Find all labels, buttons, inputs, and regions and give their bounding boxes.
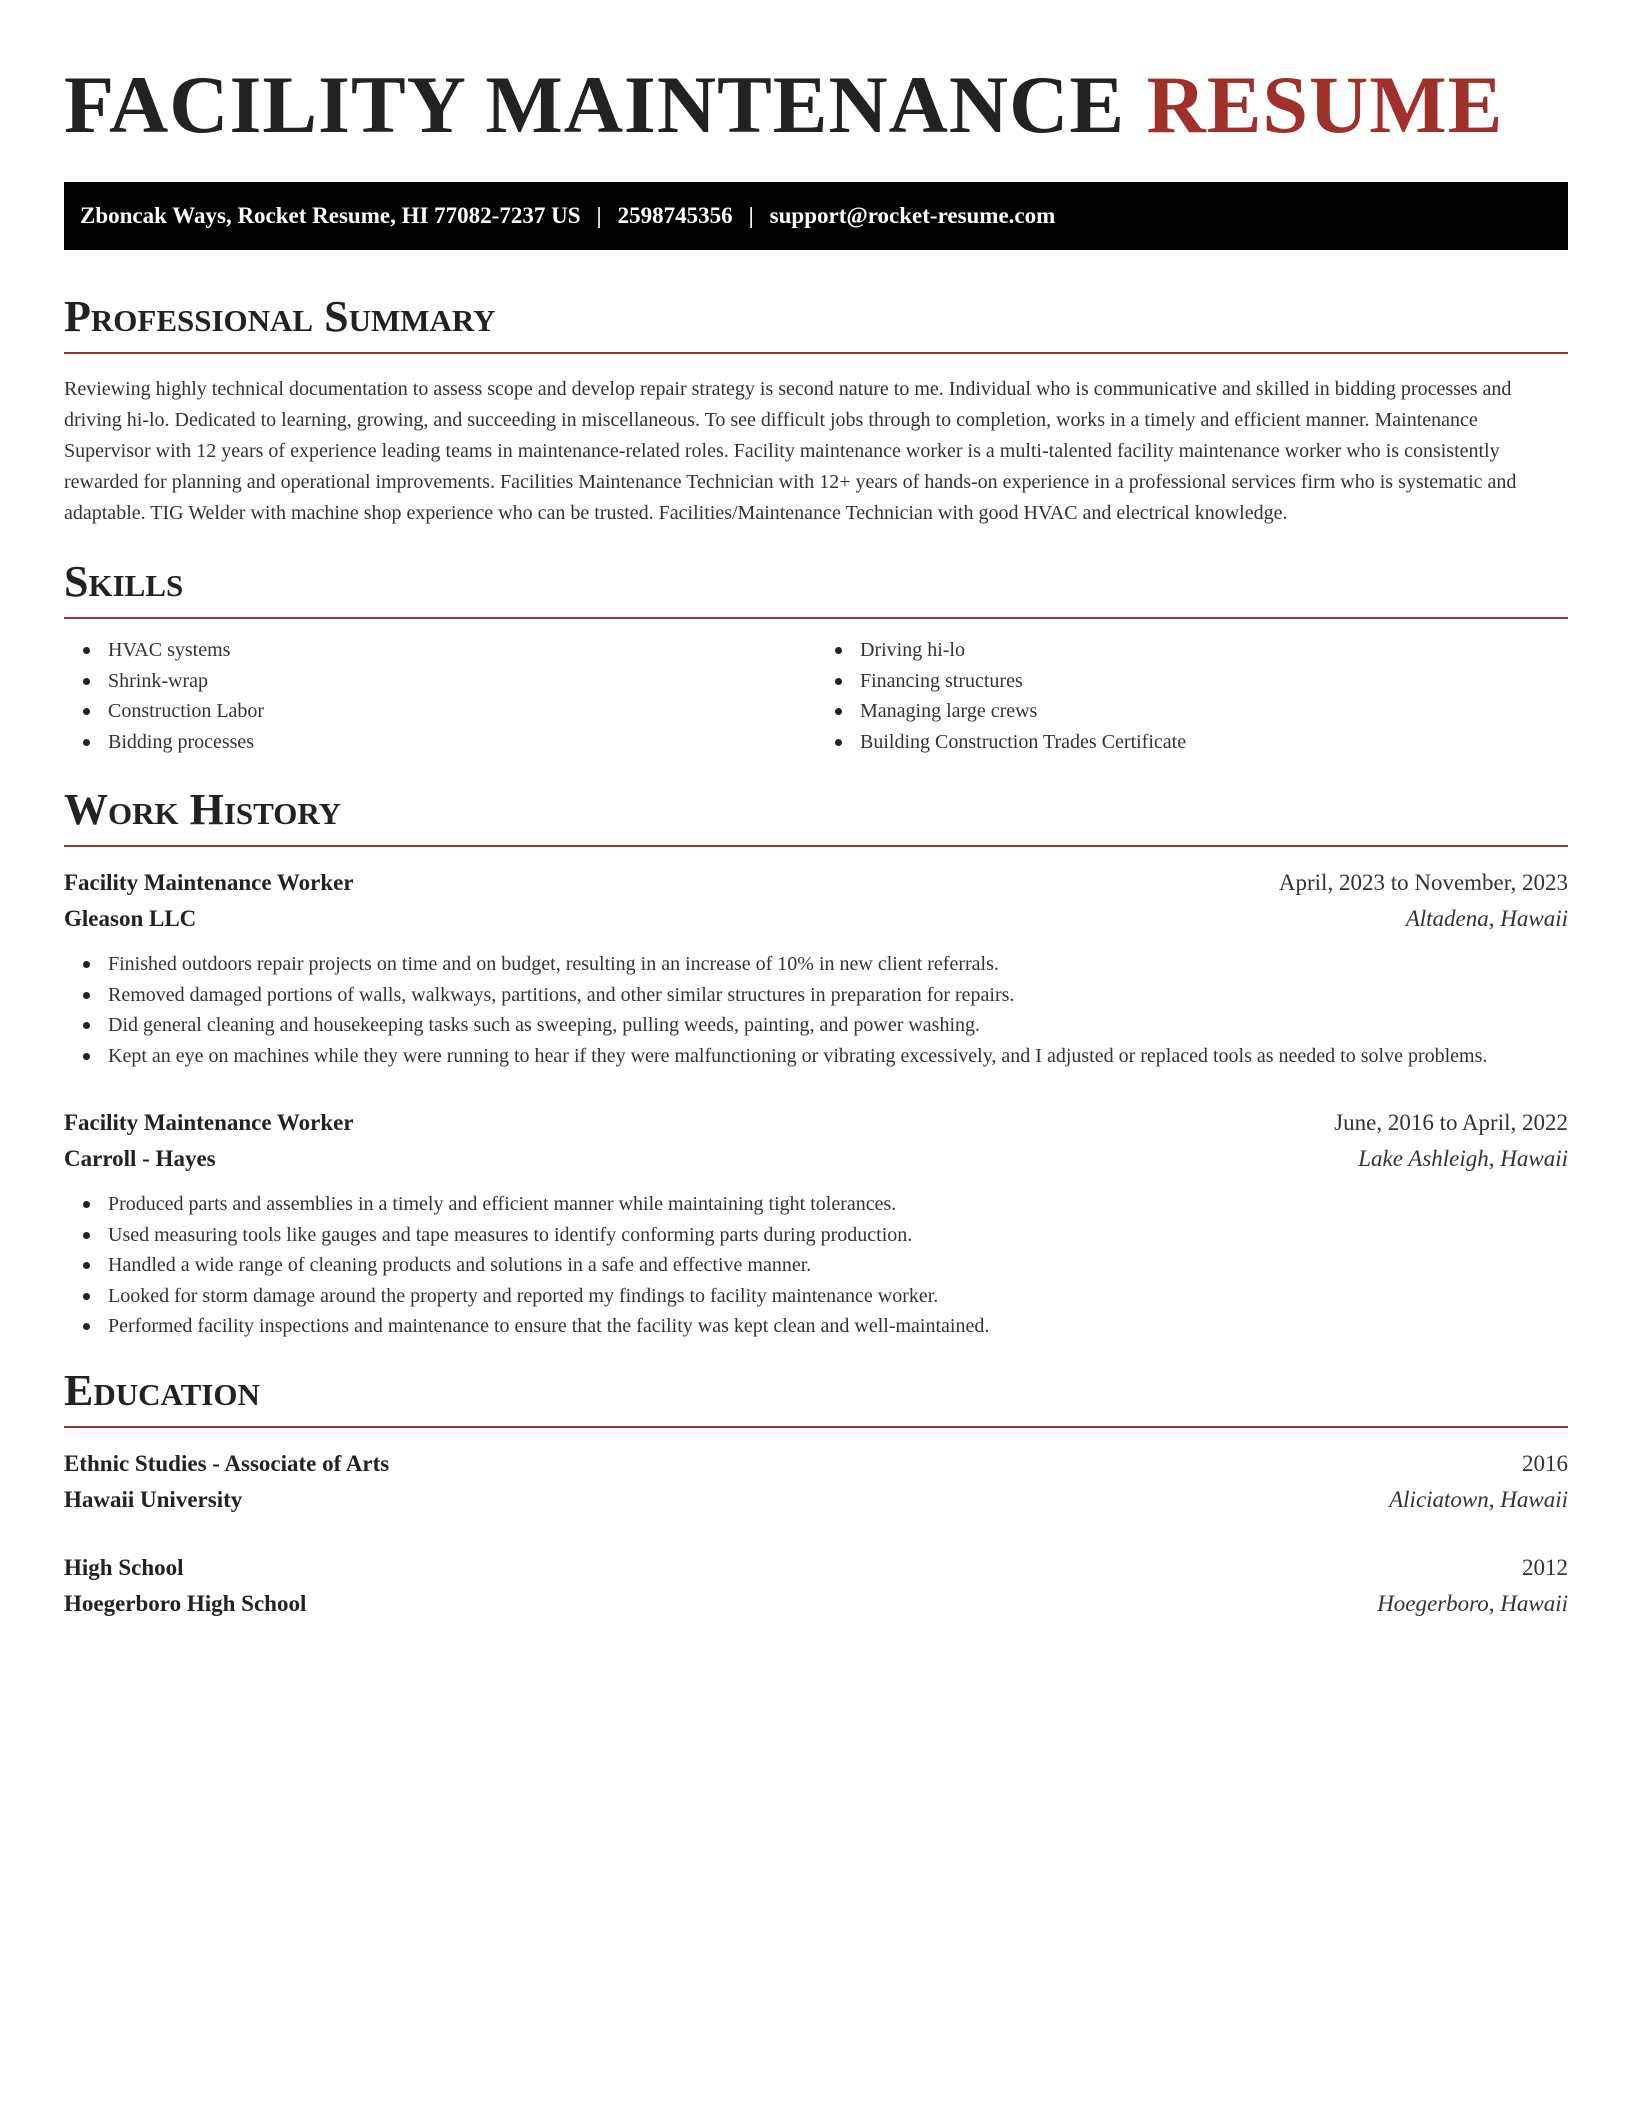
job-location: Altadena, Hawaii (1405, 906, 1568, 931)
job-bullet: Looked for storm damage around the property and reported my findings to facility maintenance worker. (64, 1281, 1568, 1312)
education-school-row (64, 1586, 1568, 1622)
skills-column-left (64, 635, 816, 757)
job-company-row (64, 1141, 1568, 1177)
skills-grid (64, 635, 1568, 757)
education-school: Hoegerboro High School (64, 1590, 307, 1616)
education-entry (64, 1550, 1568, 1622)
job-bullet: Handled a wide range of cleaning products and solutions in a safe and effective manner. (64, 1250, 1568, 1281)
job-dates: June, 2016 to April, 2022 (1334, 1110, 1568, 1135)
education-year: 2012 (1522, 1554, 1568, 1580)
skill-item: Shrink-wrap (64, 666, 816, 697)
skill-item: Building Construction Trades Certificate (816, 727, 1568, 758)
contact-email: support@rocket-resume.com (769, 203, 1056, 228)
job-bullet: Produced parts and assemblies in a timely and efficient manner while maintaining tight tolerances. (64, 1189, 1568, 1220)
title-accent: RESUME (1146, 59, 1504, 150)
job-bullet: Did general cleaning and housekeeping tasks such as sweeping, pulling weeds, painting, and power washing. (64, 1010, 1568, 1041)
job-entry (64, 1105, 1568, 1342)
education-degree: High School (64, 1554, 184, 1580)
job-location: Lake Ashleigh, Hawaii (1358, 1146, 1568, 1171)
contact-phone: 2598745356 (617, 203, 733, 228)
job-bullet: Removed damaged portions of walls, walkways, partitions, and other similar structures in preparation for repairs. (64, 980, 1568, 1011)
job-bullet: Used measuring tools like gauges and tape measures to identify conforming parts during production. (64, 1220, 1568, 1251)
education-degree-row (64, 1446, 1568, 1482)
job-bullets (64, 1189, 1568, 1342)
contact-separator: | (596, 203, 602, 228)
contact-bar (64, 182, 1568, 250)
skills-column-right (816, 635, 1568, 757)
skills-heading: Skills (64, 555, 1568, 619)
education-year: 2016 (1522, 1450, 1568, 1476)
summary-heading: Professional Summary (64, 290, 1568, 354)
job-title: Facility Maintenance Worker (64, 1110, 354, 1135)
job-header-row (64, 1105, 1568, 1141)
job-company: Carroll - Hayes (64, 1146, 216, 1171)
job-bullets (64, 949, 1568, 1071)
job-header-row (64, 865, 1568, 901)
skill-item: Driving hi-lo (816, 635, 1568, 666)
job-company: Gleason LLC (64, 906, 197, 931)
summary-text: Reviewing highly technical documentation to assess scope and develop repair strategy is second nature to me. Individual who is communicative and skilled in bidding processes and driving hi-lo. Dedicated to learning, growing, and succeeding in miscellaneous. To see difficult jobs through to completion, works in a timely and efficient manner. Maintenance Supervisor with 12 years of experience leading teams in maintenance-related roles. Facility maintenance worker is a multi-talented facility maintenance worker who is consistently rewarded for planning and operational improvements. Facilities Maintenance Technician with 12+ years of hands-on experience in a professional services firm who is systematic and adaptable. TIG Welder with machine shop experience who can be trusted. Facilities/Maintenance Technician with good HVAC and electrical knowledge. (64, 378, 1517, 524)
skill-item: Construction Labor (64, 696, 816, 727)
skill-item: Managing large crews (816, 696, 1568, 727)
education-school: Hawaii University (64, 1486, 243, 1512)
job-entry (64, 865, 1568, 1071)
work-history-heading: Work History (64, 783, 1568, 847)
skill-item: Financing structures (816, 666, 1568, 697)
job-company-row (64, 901, 1568, 937)
education-entry (64, 1446, 1568, 1518)
skill-item: Bidding processes (64, 727, 816, 758)
job-bullet: Finished outdoors repair projects on time and on budget, resulting in an increase of 10% in new client referrals. (64, 949, 1568, 980)
education-degree-row (64, 1550, 1568, 1586)
job-bullet: Kept an eye on machines while they were running to hear if they were malfunctioning or vibrating excessively, and I adjusted or replaced tools as needed to solve problems. (64, 1041, 1568, 1072)
job-title: Facility Maintenance Worker (64, 870, 354, 895)
job-bullet: Performed facility inspections and maintenance to ensure that the facility was kept clean and well-maintained. (64, 1311, 1568, 1342)
contact-address: Zboncak Ways, Rocket Resume, HI 77082-7237 US (80, 203, 581, 228)
education-degree: Ethnic Studies - Associate of Arts (64, 1450, 390, 1476)
contact-separator: | (748, 203, 754, 228)
education-location: Hoegerboro, Hawaii (1377, 1590, 1568, 1616)
skill-item: HVAC systems (64, 635, 816, 666)
title-main: FACILITY MAINTENANCE (64, 59, 1126, 150)
resume-title (64, 50, 1568, 160)
education-location: Aliciatown, Hawaii (1389, 1486, 1568, 1512)
education-school-row (64, 1482, 1568, 1518)
education-heading: Education (64, 1364, 1568, 1428)
job-dates: April, 2023 to November, 2023 (1278, 870, 1568, 895)
